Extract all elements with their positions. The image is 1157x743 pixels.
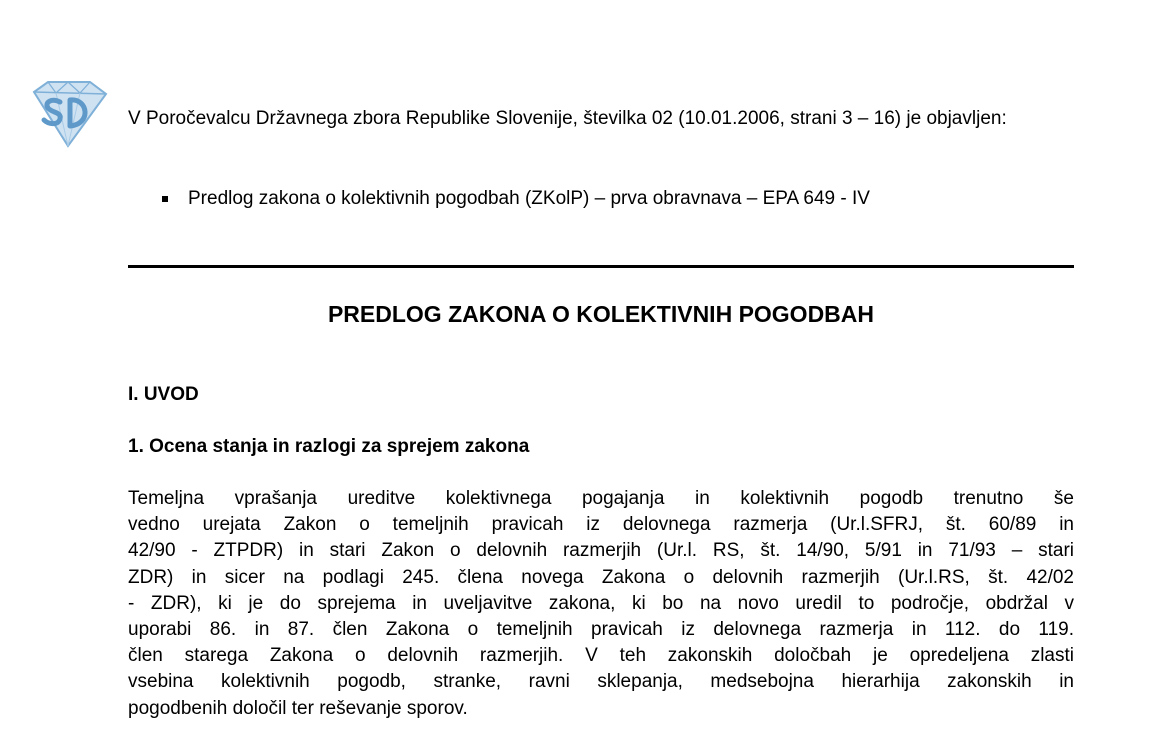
body-line: Temeljna vprašanja ureditve kolektivnega pogajanja in kolektivnih pogodb trenutno še [128, 488, 1074, 509]
section-heading: I. UVOD [128, 384, 199, 405]
bullet-list-item [162, 186, 870, 211]
subsection-heading: 1. Ocena stanja in razlogi za sprejem zakona [128, 436, 530, 457]
body-line: 42/90 - ZTPDR) in stari Zakon o delovnih razmerjih (Ur.l. RS, št. 14/90, 5/91 in 71/93 – stari [128, 540, 1074, 562]
bullet-item-text: Predlog zakona o kolektivnih pogodbah (ZKolP) – prva obravnava – EPA 649 - IV [188, 188, 870, 209]
body-line: vedno urejata Zakon o temeljnih pravicah iz delovnega razmerja (Ur.l.SFRJ, št. 60/89 in [128, 514, 1074, 536]
body-line: uporabi 86. in 87. člen Zakona o temeljnih pravicah iz delovnega razmerja in 112. do 119. [128, 619, 1074, 641]
document-title: PREDLOG ZAKONA O KOLEKTIVNIH POGODBAH [327, 301, 875, 327]
body-line: člen starega Zakona o delovnih razmerjih. V teh zakonskih določbah je opredeljena zlasti [128, 645, 1074, 667]
intro-paragraph: V Poročevalcu Državnega zbora Republike Slovenije, številka 02 (10.01.2006, strani 3 – 16) je objavljen: [128, 108, 1007, 129]
body-line: vsebina kolektivnih pogodb, stranke, ravni sklepanja, medsebojna hierarhija zakonskih in [128, 671, 1074, 693]
body-paragraph [128, 486, 1074, 722]
body-line: pogodbenih določil ter reševanje sporov. [128, 697, 468, 719]
square-bullet-icon [162, 196, 168, 202]
body-line: ZDR) in sicer na podlagi 245. člena novega Zakona o delovnih razmerjih (Ur.l.RS, št. 42/02 [128, 566, 1074, 588]
body-line: - ZDR), ki je do sprejema in uveljavitve zakona, ki bo na novo uredil to področje, obdržal v [128, 592, 1074, 614]
sd-diamond-logo-icon [26, 78, 112, 150]
horizontal-rule [128, 265, 1074, 268]
